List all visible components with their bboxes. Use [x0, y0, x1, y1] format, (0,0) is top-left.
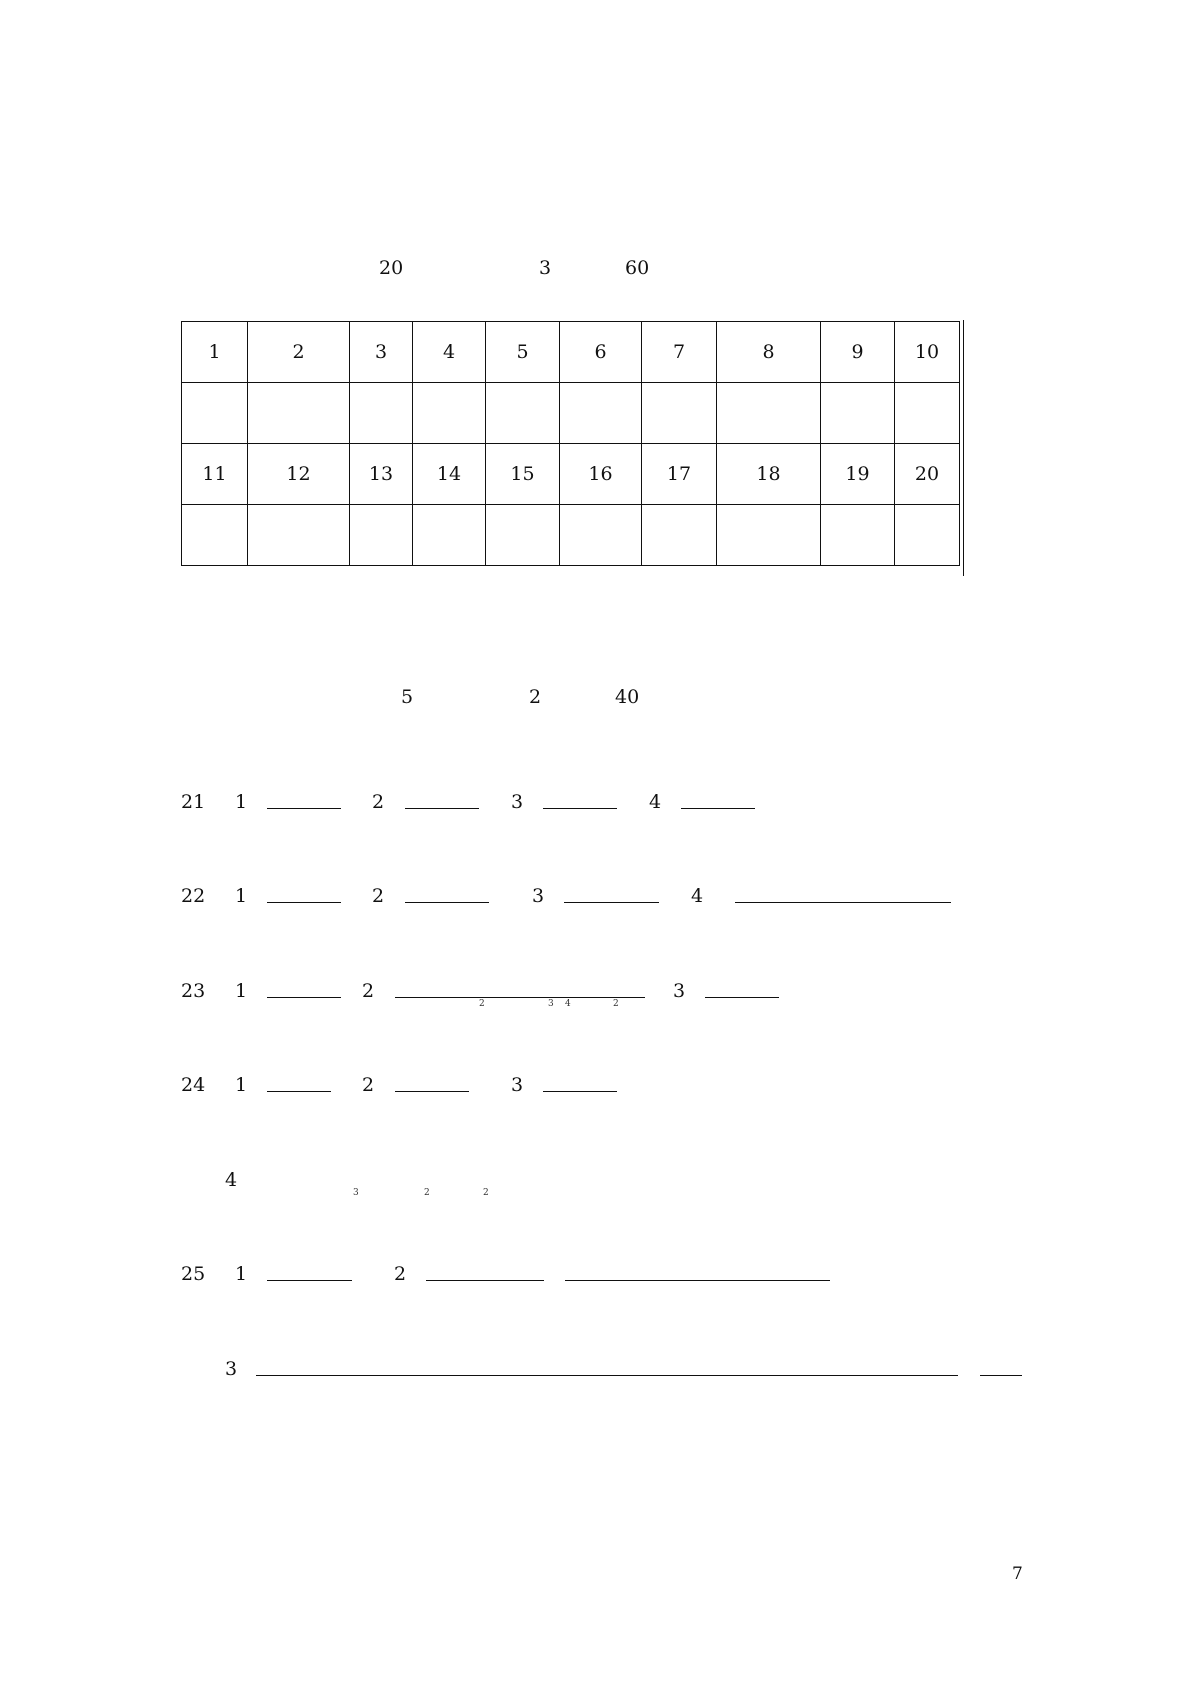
page-number: 7 [1012, 1564, 1023, 1584]
grid-answer-row-1 [182, 383, 960, 444]
grid-label-15: 15 [486, 444, 560, 505]
section2-total: 40 [615, 686, 640, 708]
grid-right-double-rule [963, 320, 964, 576]
q25-blank-3b[interactable] [980, 1375, 1022, 1376]
q23-number: 23 [181, 980, 206, 1002]
q23-part-3: 3 [673, 980, 686, 1002]
grid-label-12: 12 [248, 444, 350, 505]
q25-part-3: 3 [225, 1358, 238, 1380]
grid-label-3: 3 [350, 322, 413, 383]
q23-subscript-b: 3 [548, 999, 554, 1009]
q21-number: 21 [181, 791, 206, 813]
grid-label-14: 14 [413, 444, 486, 505]
q22-blank-1[interactable] [267, 902, 341, 903]
grid-number-row-2 [182, 444, 960, 505]
q24-subscript-c: 2 [483, 1188, 489, 1198]
grid-label-13: 13 [350, 444, 413, 505]
section2-points-each: 2 [529, 686, 542, 708]
grid-answer-cell[interactable] [248, 505, 350, 566]
q24-subscript-a: 3 [353, 1188, 359, 1198]
q24-number: 24 [181, 1074, 206, 1096]
grid-answer-cell[interactable] [895, 505, 960, 566]
q25-part-2: 2 [394, 1263, 407, 1285]
q25-blank-2a[interactable] [426, 1280, 544, 1281]
grid-answer-cell[interactable] [248, 383, 350, 444]
q21-blank-1[interactable] [267, 808, 341, 809]
q23-subscript-a: 2 [479, 999, 485, 1009]
q22-part-3: 3 [532, 885, 545, 907]
q22-part-2: 2 [372, 885, 385, 907]
q22-blank-2[interactable] [405, 902, 489, 903]
grid-label-19: 19 [821, 444, 895, 505]
q21-part-2: 2 [372, 791, 385, 813]
q24-blank-1[interactable] [267, 1091, 331, 1092]
q21-part-3: 3 [511, 791, 524, 813]
q22-part-1: 1 [235, 885, 248, 907]
q24-part-4: 4 [225, 1169, 238, 1191]
section1-count: 20 [379, 257, 404, 279]
grid-label-18: 18 [717, 444, 821, 505]
grid-label-17: 17 [642, 444, 717, 505]
q25-blank-2b[interactable] [565, 1280, 830, 1281]
q22-blank-3[interactable] [564, 902, 659, 903]
q23-blank-3[interactable] [705, 997, 779, 998]
q23-blank-1[interactable] [267, 997, 341, 998]
grid-answer-cell[interactable] [821, 383, 895, 444]
q21-blank-2[interactable] [405, 808, 479, 809]
grid-label-9: 9 [821, 322, 895, 383]
q21-blank-3[interactable] [543, 808, 617, 809]
q24-part-3: 3 [511, 1074, 524, 1096]
q23-part-1: 1 [235, 980, 248, 1002]
q24-blank-3[interactable] [543, 1091, 617, 1092]
grid-answer-cell[interactable] [350, 383, 413, 444]
grid-answer-cell[interactable] [486, 383, 560, 444]
q23-subscript-d: 2 [613, 999, 619, 1009]
section1-total: 60 [625, 257, 650, 279]
q25-part-1: 1 [235, 1263, 248, 1285]
section2-count: 5 [401, 686, 414, 708]
grid-answer-row-2 [182, 505, 960, 566]
q22-blank-4[interactable] [735, 902, 951, 903]
q24-subscript-b: 2 [424, 1188, 430, 1198]
grid-answer-cell[interactable] [182, 505, 248, 566]
grid-answer-cell[interactable] [821, 505, 895, 566]
grid-answer-cell[interactable] [717, 383, 821, 444]
grid-label-10: 10 [895, 322, 960, 383]
grid-label-5: 5 [486, 322, 560, 383]
grid-label-2: 2 [248, 322, 350, 383]
q25-number: 25 [181, 1263, 206, 1285]
grid-label-1: 1 [182, 322, 248, 383]
q25-blank-3a[interactable] [256, 1375, 958, 1376]
grid-answer-cell[interactable] [182, 383, 248, 444]
grid-answer-cell[interactable] [350, 505, 413, 566]
q23-subscript-c: 4 [565, 999, 571, 1009]
grid-answer-cell[interactable] [895, 383, 960, 444]
grid-answer-cell[interactable] [413, 505, 486, 566]
grid-label-7: 7 [642, 322, 717, 383]
q24-part-2: 2 [362, 1074, 375, 1096]
grid-answer-cell[interactable] [560, 505, 642, 566]
q23-part-2: 2 [362, 980, 375, 1002]
q21-part-4: 4 [649, 791, 662, 813]
q21-blank-4[interactable] [681, 808, 755, 809]
grid-label-20: 20 [895, 444, 960, 505]
grid-answer-cell[interactable] [560, 383, 642, 444]
section1-points-each: 3 [539, 257, 552, 279]
grid-answer-cell[interactable] [642, 505, 717, 566]
grid-answer-cell[interactable] [486, 505, 560, 566]
answer-grid [181, 321, 960, 566]
q24-blank-2[interactable] [395, 1091, 469, 1092]
q22-number: 22 [181, 885, 206, 907]
grid-label-8: 8 [717, 322, 821, 383]
grid-label-11: 11 [182, 444, 248, 505]
grid-answer-cell[interactable] [642, 383, 717, 444]
grid-label-4: 4 [413, 322, 486, 383]
grid-number-row-1 [182, 322, 960, 383]
grid-label-16: 16 [560, 444, 642, 505]
grid-answer-cell[interactable] [717, 505, 821, 566]
grid-label-6: 6 [560, 322, 642, 383]
q22-part-4: 4 [691, 885, 704, 907]
q24-part-1: 1 [235, 1074, 248, 1096]
q23-blank-2[interactable] [395, 997, 645, 998]
q25-blank-1[interactable] [267, 1280, 352, 1281]
q21-part-1: 1 [235, 791, 248, 813]
grid-answer-cell[interactable] [413, 383, 486, 444]
